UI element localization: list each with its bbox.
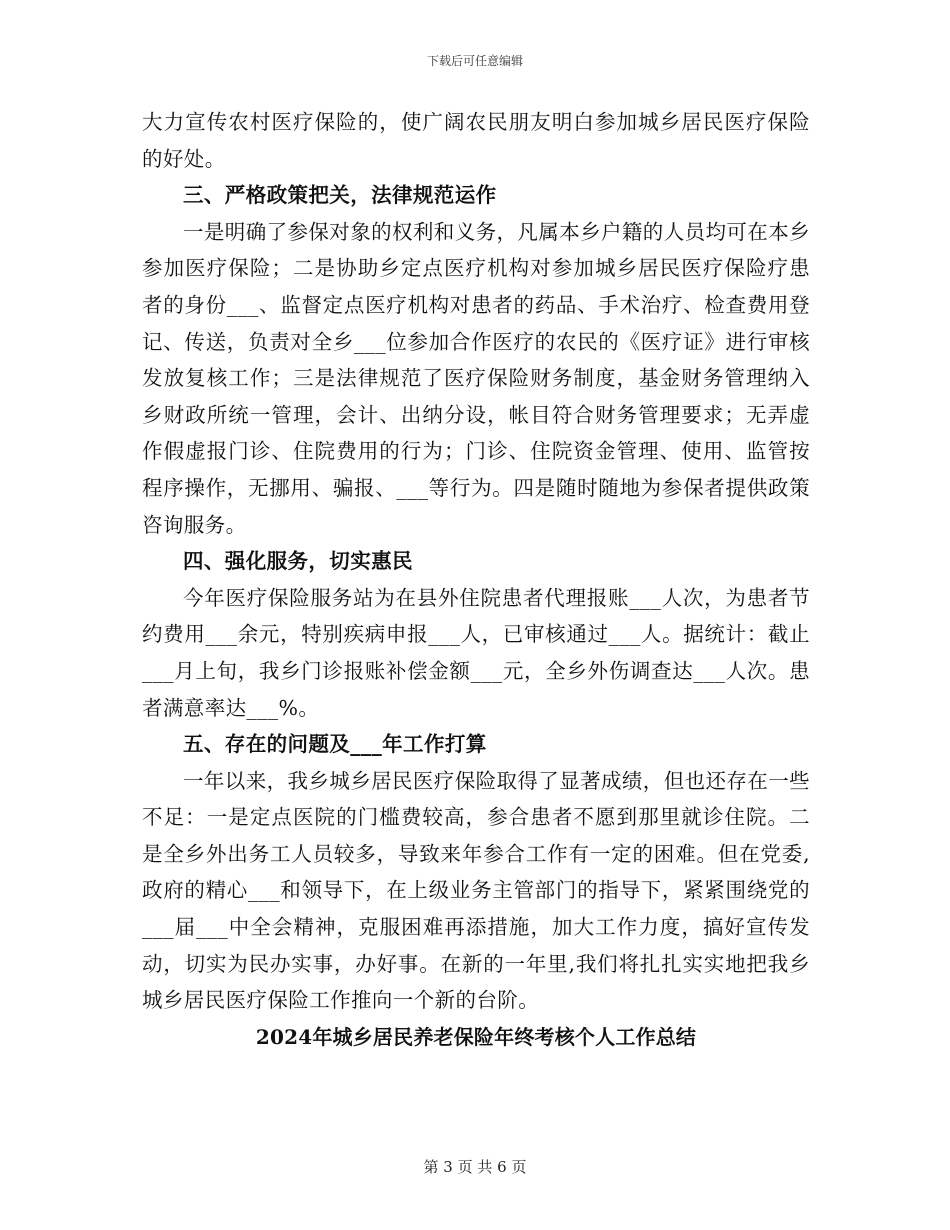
paragraph-policy: 一是明确了参保对象的权利和义务，凡属本乡户籍的人员均可在本乡参加医疗保险；二是协助乡定点医疗机构对参加城乡居民医疗保险疗患者的身份___、监督定点医疗机构对患者的药品、手术治疗、检查费用登记、传送，负责对全乡___位参加合作医疗的农民的《医疗证》进行审核发放复核工作；三是法律规范了医疗保险财务制度，基金财务管理纳入乡财政所统一管理，会计、出纳分设，帐目符合财务管理要求；无弄虚作假虚报门诊、住院费用的行为；门诊、住院资金管理、使用、监管按程序操作，无挪用、骗报、___等行为。四是随时随地为参保者提供政策咨询服务。 bbox=[142, 219, 810, 537]
paragraph-problems: 一年以来，我乡城乡居民医疗保险取得了显著成绩，但也还存在一些不足：一是定点医院的门槛费较高，参合患者不愿到那里就诊住院。二是全乡外出务工人员较多，导致来年参合工作有一定的困难。但在党委,政府的精心___和领导下，在上级业务主管部门的指导下，紧紧围绕党的___届___中全会精神，克服困难再添措施，加大工作力度，搞好宣传发动，切实为民办实事，办好事。在新的一年里,我们将扎扎实实地把我乡城乡居民医疗保险工作推向一个新的台阶。 bbox=[142, 768, 810, 1013]
next-document-title: 2024年城乡居民养老保险年终考核个人工作总结 bbox=[255, 1024, 697, 1049]
paragraph-service: 今年医疗保险服务站为在县外住院患者代理报账___人次，为患者节约费用___余元，特别疾病申报___人，已审核通过___人。据统计：截止___月上旬，我乡门诊报账补偿金额___元，全乡外伤调查达___人次。患者满意率达___%。 bbox=[142, 585, 810, 720]
page-header-note: 下载后可任意编辑 bbox=[426, 54, 523, 68]
section-heading-4: 四、强化服务，切实惠民 bbox=[183, 549, 413, 574]
paragraph-continued: 大力宣传农村医疗保险的，使广阔农民朋友明白参加城乡居民医疗保险的好处。 bbox=[142, 110, 810, 171]
page-number: 第 3 页 共 6 页 bbox=[423, 1158, 527, 1176]
document-body bbox=[142, 104, 810, 1055]
section-heading-3: 三、严格政策把关，法律规范运作 bbox=[183, 183, 497, 208]
section-heading-5: 五、存在的问题及___年工作打算 bbox=[183, 732, 487, 757]
